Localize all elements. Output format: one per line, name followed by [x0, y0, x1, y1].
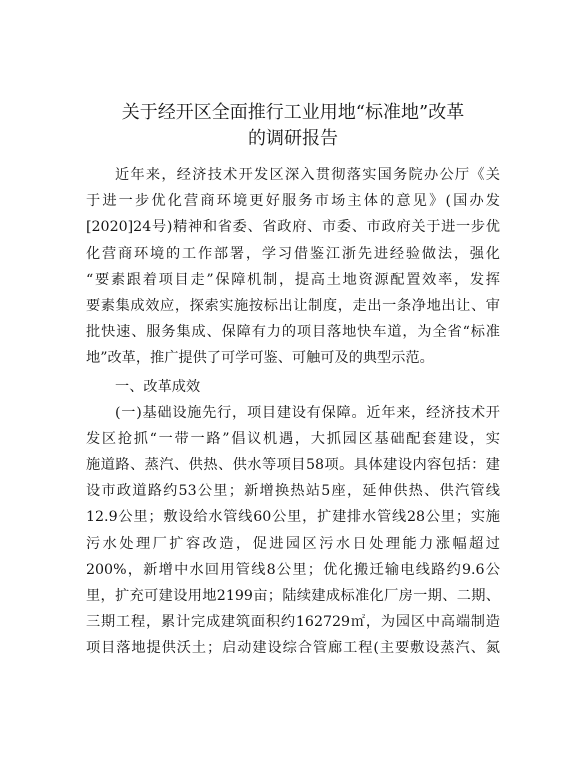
section-heading: 一、改革成效 [115, 378, 201, 395]
section-1-line-4: 设市政道路约53公里；新增换热站5座，延伸供热、供汽管线 [86, 483, 500, 500]
title-line-1: 关于经开区全面推行工业用地“标准地”改革 [121, 102, 465, 123]
section-1-line-6: 污水处理厂扩容改造，促进园区污水日处理能力涨幅超过 [86, 535, 500, 552]
section-1-line-8: 里，扩充可建设用地2199亩；陆续建成标准化厂房一期、二期、 [86, 588, 500, 604]
intro-line-5: “要素跟着项目走”保障机制，提高土地资源配置效率，发挥 [86, 271, 500, 288]
section-1-line-2: 发区抢抓“一带一路”倡议机遇，大抓园区基础配套建设，实 [86, 430, 500, 447]
section-1-line-3: 施道路、蒸汽、供热、供水等项目58项。具体建设内容包括：建 [86, 457, 500, 474]
section-1-line-5: 12.9公里；敷设给水管线60公里，扩建排水管线28公里；实施 [86, 509, 500, 526]
intro-line-3: [2020]24号)精神和省委、省政府、市委、市政府关于进一步优 [86, 219, 500, 236]
intro-line-2: 于进一步优化营商环境更好服务市场主体的意见》(国办发 [86, 193, 500, 210]
document-title [70, 100, 516, 152]
title-line-2: 的调研报告 [248, 128, 338, 149]
intro-line-6: 要素集成效应，探索实施按标出让制度，走出一条净地出让、审 [86, 297, 500, 314]
section-1-paragraph [86, 400, 500, 662]
intro-line-4: 化营商环境的工作部署，学习借鉴江浙先进经验做法，强化 [86, 245, 500, 262]
section-1-line-7: 200%，新增中水回用管线8公里；优化搬迁输电线路约9.6公 [86, 561, 500, 578]
document-body [86, 162, 500, 662]
intro-paragraph [86, 162, 500, 372]
section-1-line-10: 项目落地提供沃土；启动建设综合管廊工程(主要敷设蒸汽、氮 [86, 640, 500, 657]
section-1-line-1: (一)基础设施先行，项目建设有保障。近年来，经济技术开 [115, 404, 500, 421]
intro-line-8: 地”改革，推广提供了可学可鉴、可触可及的典型示范。 [86, 350, 434, 367]
intro-line-7: 批快速、服务集成、保障有力的项目落地快车道，为全省“标准 [86, 324, 500, 341]
section-1-line-9: 三期工程，累计完成建筑面积约162729㎡，为园区中高端制造 [86, 614, 500, 631]
intro-line-1: 近年来，经济技术开发区深入贯彻落实国务院办公厅《关 [115, 167, 500, 183]
